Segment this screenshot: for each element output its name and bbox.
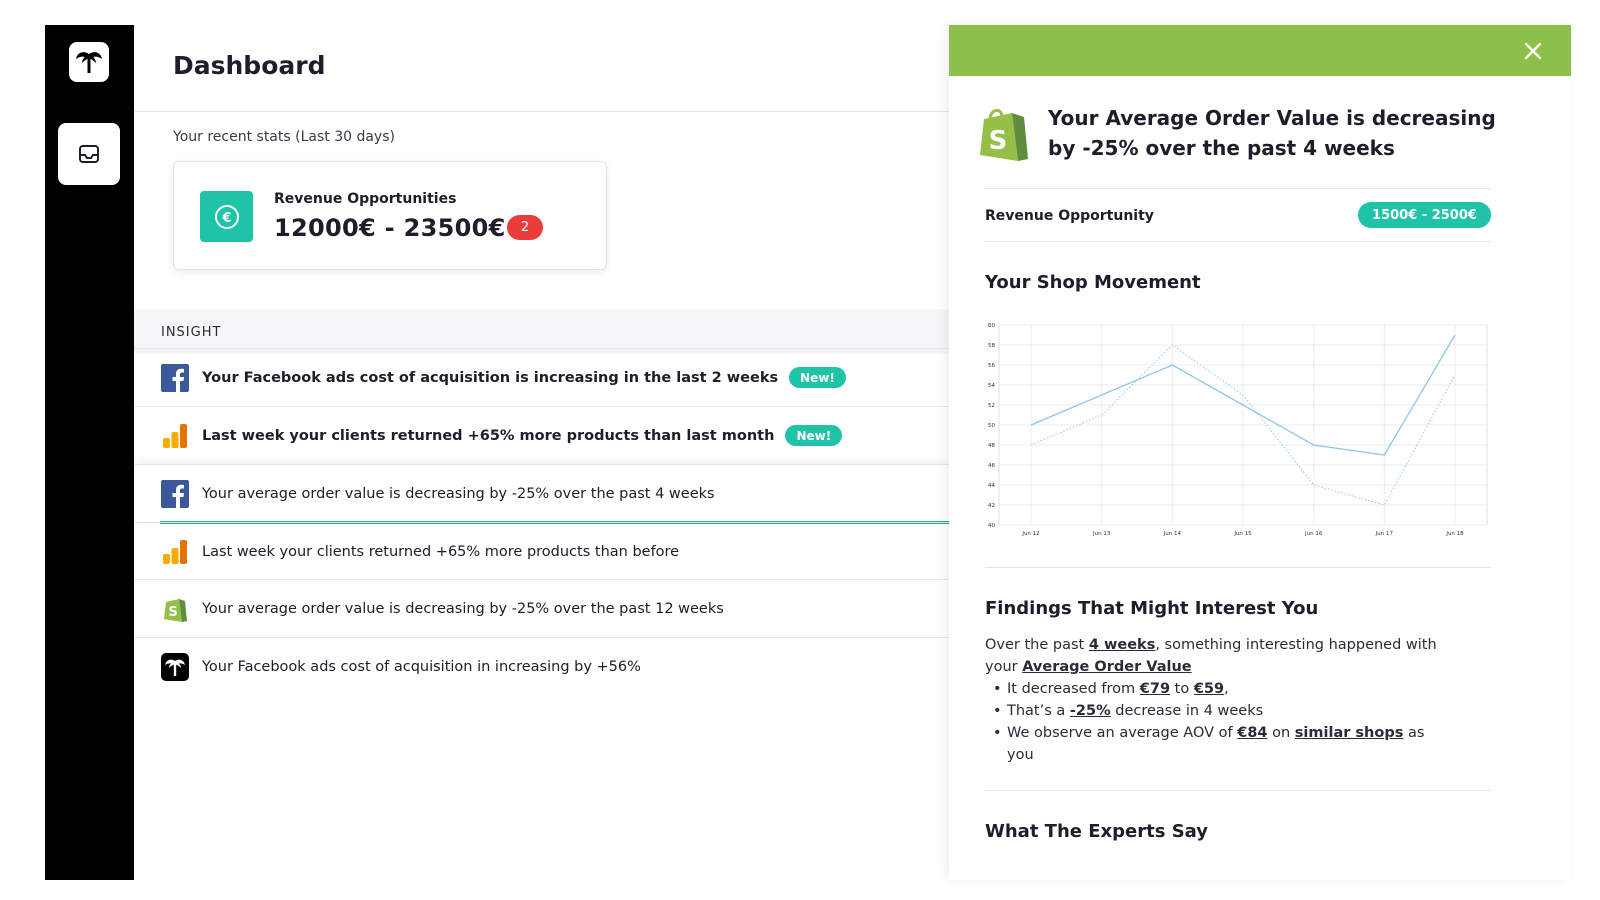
- page-title: Dashboard: [173, 51, 326, 80]
- insight-row[interactable]: [134, 522, 974, 580]
- findings-link[interactable]: €84: [1237, 725, 1268, 741]
- insight-row[interactable]: [134, 348, 974, 406]
- findings-link[interactable]: €79: [1139, 681, 1171, 697]
- chart-title: Your Shop Movement: [985, 272, 1201, 293]
- insight-text: Your Facebook ads cost of acquisition is increasing in the last 2 weeks: [202, 369, 779, 386]
- new-badge: New!: [789, 367, 846, 388]
- y-tick-label: 44: [988, 483, 995, 489]
- svg-text:S: S: [168, 604, 178, 620]
- y-tick-label: 50: [988, 423, 995, 429]
- new-badge: New!: [785, 425, 842, 446]
- bullet-text: to: [1170, 681, 1194, 697]
- shopify-icon: [976, 105, 1030, 163]
- findings-link[interactable]: Average Order Value: [1022, 659, 1192, 675]
- y-tick-label: 42: [988, 503, 995, 509]
- findings-bullet: [985, 700, 1455, 722]
- bullet-text: We observe an average AOV of: [1007, 725, 1238, 741]
- facebook-icon: [160, 363, 190, 393]
- y-tick-label: 48: [988, 443, 995, 449]
- insight-title: INSIGHT: [161, 325, 222, 340]
- insight-text: Your average order value is decreasing by -25% over the past 4 weeks: [202, 485, 715, 502]
- bullet-text: That’s a: [1007, 703, 1070, 719]
- inbox-icon[interactable]: [58, 123, 120, 185]
- revenue-opportunities-card[interactable]: [173, 161, 607, 270]
- palm-tree-icon[interactable]: [69, 42, 109, 82]
- card-label: Revenue Opportunities: [274, 191, 457, 207]
- x-tick-label: Jun 17: [1375, 531, 1394, 537]
- findings-intro-text: , something interesting happened with your: [985, 637, 1437, 675]
- insight-text: Your average order value is decreasing by -25% over the past 12 weeks: [202, 600, 724, 617]
- shop-movement-chart: [983, 313, 1493, 543]
- panel-title: Your Average Order Value is decreasing by -25% over the past 4 weeks: [1048, 106, 1496, 160]
- analytics-icon: [160, 421, 190, 451]
- shopify-icon: [160, 594, 190, 624]
- insight-text: Last week your clients returned +65% more products than last month: [202, 427, 775, 444]
- count-badge: 2: [507, 215, 543, 240]
- y-tick-label: 54: [988, 383, 995, 389]
- revenue-opportunity-badge: 1500€ - 2500€: [1358, 202, 1491, 228]
- revenue-opportunity-label: Revenue Opportunity: [985, 208, 1154, 224]
- findings-text: [985, 634, 1455, 766]
- bullet-text: It decreased from: [1007, 681, 1140, 697]
- analytics-icon: [160, 537, 190, 567]
- x-tick-label: Jun 14: [1163, 531, 1182, 537]
- y-tick-label: 40: [988, 523, 995, 529]
- insight-row[interactable]: [134, 637, 974, 695]
- findings-bullet: [985, 722, 1455, 766]
- palm-tree-icon: [160, 652, 190, 682]
- divider: [985, 241, 1491, 242]
- insight-detail-panel: [949, 25, 1571, 880]
- bullet-text: decrease in 4 weeks: [1110, 703, 1264, 719]
- divider: [134, 111, 974, 112]
- main-content: [134, 25, 974, 880]
- bullet-text: as you: [1007, 725, 1425, 763]
- insight-text: Last week your clients returned +65% more products than before: [202, 543, 680, 560]
- y-tick-label: 46: [988, 463, 995, 469]
- y-tick-label: 52: [988, 403, 995, 409]
- euro-icon: [200, 191, 253, 242]
- findings-bullet: [985, 678, 1455, 700]
- stats-label: Your recent stats (Last 30 days): [173, 129, 395, 145]
- facebook-icon: [160, 479, 190, 509]
- panel-header: [949, 25, 1571, 76]
- insight-text: Your Facebook ads cost of acquisition in increasing by +56%: [202, 658, 641, 675]
- y-tick-label: 56: [988, 363, 995, 369]
- findings-intro: [985, 634, 1455, 678]
- divider: [985, 790, 1491, 791]
- svg-text:S: S: [988, 126, 1008, 156]
- y-tick-label: 60: [988, 323, 995, 329]
- y-tick-label: 58: [988, 343, 995, 349]
- findings-link[interactable]: similar shops: [1294, 725, 1404, 741]
- findings-link[interactable]: -25%: [1069, 703, 1111, 719]
- divider: [985, 188, 1491, 189]
- x-tick-label: Jun 16: [1304, 531, 1323, 537]
- x-tick-label: Jun 13: [1092, 531, 1111, 537]
- divider: [985, 567, 1491, 568]
- bullet-text: ,: [1224, 681, 1229, 697]
- sidebar: [45, 25, 134, 880]
- insight-row[interactable]: [134, 579, 974, 637]
- x-tick-label: Jun 12: [1022, 531, 1040, 537]
- x-tick-label: Jun 18: [1446, 531, 1464, 537]
- findings-title: Findings That Might Interest You: [985, 598, 1319, 619]
- findings-intro-text: Over the past: [985, 637, 1089, 653]
- card-value: 12000€ - 23500€: [274, 214, 506, 242]
- findings-link[interactable]: 4 weeks: [1088, 637, 1156, 653]
- app-frame: [45, 25, 1571, 880]
- findings-list: [985, 678, 1455, 766]
- insight-row[interactable]: [134, 406, 974, 464]
- experts-title: What The Experts Say: [985, 821, 1209, 842]
- insight-row[interactable]: [134, 464, 974, 522]
- close-icon[interactable]: [1519, 37, 1547, 65]
- x-tick-label: Jun 15: [1234, 531, 1252, 537]
- findings-link[interactable]: €59: [1193, 681, 1225, 697]
- bullet-text: on: [1267, 725, 1295, 741]
- svg-text:€: €: [221, 210, 232, 226]
